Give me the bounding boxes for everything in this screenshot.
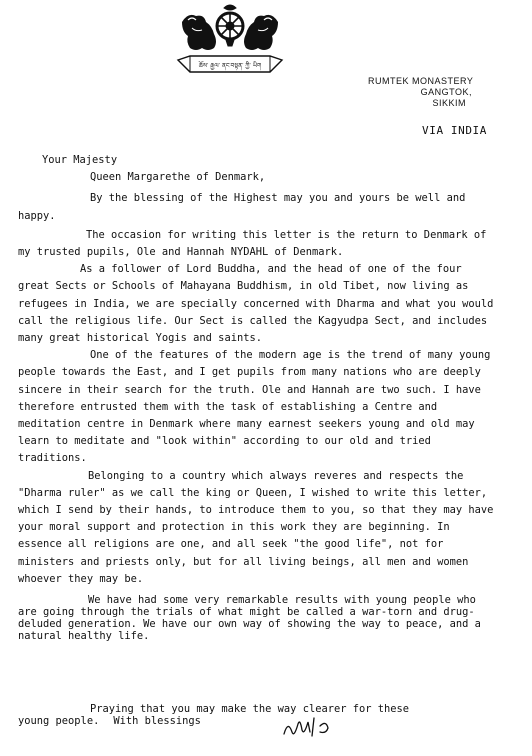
paragraph-3: As a follower of Lord Buddha, and the head of one of the four great Sects or Schools of Mahayana Buddhism, in old Tibet, now living as refugees in India, we are specially concerned with Dharma and what you would call the religious life. Our Sect is called the Kagyudpa Sect, and includes many great historical Yogis and saints. [18, 263, 494, 345]
handwritten-signature-icon [280, 712, 350, 740]
closing-with-blessings: With blessings [113, 715, 201, 727]
closing-line-2 [18, 715, 498, 727]
salutation-line-2: Queen Margarethe of Denmark, [90, 171, 266, 184]
closing-young-people: young people. [18, 715, 100, 727]
letter-body [18, 152, 498, 642]
emblem-banner-text: ཆོས་ རྒྱལ་ ནང་བསྟན་ ཀྱི་ ཡིག [198, 62, 262, 70]
via-line: VIA INDIA [422, 124, 488, 137]
monastery-emblem-icon [174, 2, 286, 78]
address-line-1: RUMTEK MONASTERY [368, 76, 474, 86]
address-line-3: SIKKIM [432, 98, 466, 108]
salutation-line-1: Your Majesty [42, 154, 118, 166]
paragraph-6: We have had some very remarkable results with young people who are going through the trials of what might be called a war-torn and drug-deluded generation. We have our own way of showing the way to peace, and a natural healthy life. [18, 594, 481, 643]
paragraph-2: The occasion for writing this letter is the return to Denmark of my trusted pupils, Ole and Hannah NYDAHL of Denmark. [18, 228, 487, 259]
closing-line-1: Praying that you may make the way clearer for these [90, 703, 410, 715]
paragraph-5: Belonging to a country which always reveres and respects the "Dharma ruler" as we call the king or Queen, I wished to write this letter, which I send by their hands, to introduce them to you, so that they may have your moral support and protection in this work they are beginning. In essence all religions are one, and all seek "the good life", not for ministers and priests only, but for all living beings, all men and women whoever they may be. [18, 469, 494, 585]
paragraph-1: By the blessing of the Highest may you and yours be well and happy. [18, 192, 466, 222]
address-line-2: GANGTOK, [420, 87, 472, 97]
sender-address [368, 76, 488, 109]
paragraph-4: One of the features of the modern age is the trend of many young people towards the East, and I get pupils from many nations who are deeply sincere in their search for the truth. Ole and Hannah are two such. I have therefore entrusted them with the task of establishing a Centre and meditation centre in Denmark where many earnest seekers young and old may learn to meditate and "look within" according to our old and tried traditions. [18, 349, 491, 465]
letter-closing [18, 703, 498, 727]
